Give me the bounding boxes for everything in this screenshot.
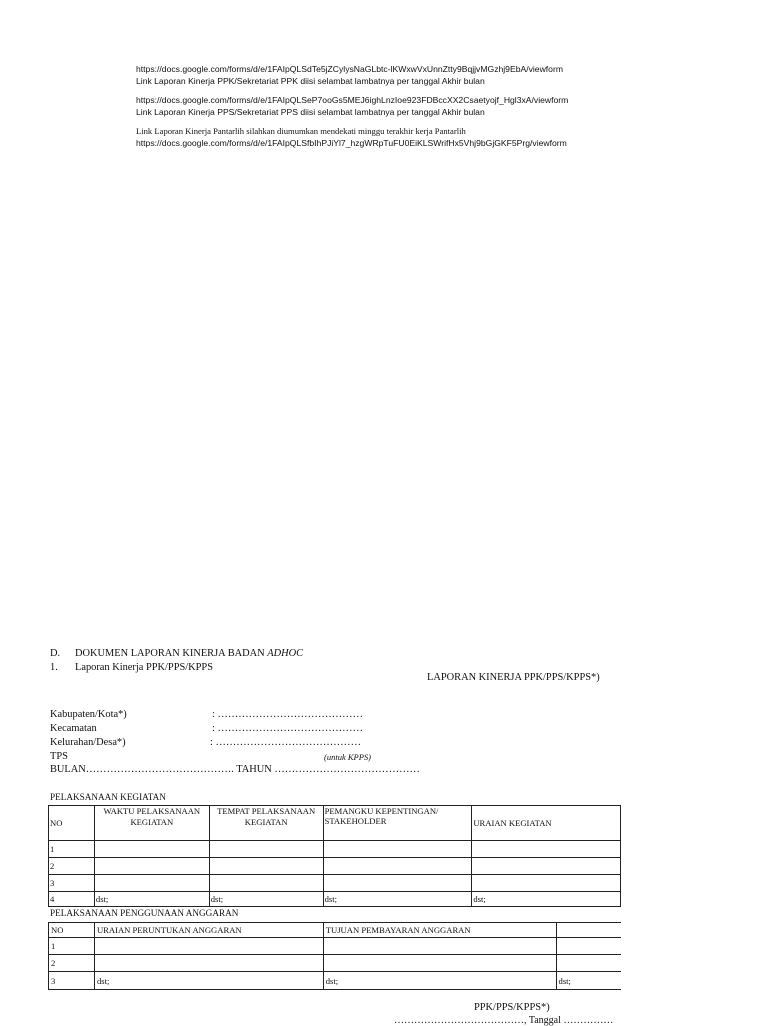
tps-label: TPS (50, 751, 68, 762)
table-cell[interactable] (209, 875, 323, 892)
budget-table (48, 922, 621, 990)
table-cell[interactable]: dst; (94, 892, 209, 907)
section-title-italic: ADHOC (267, 648, 304, 659)
signature-date-line[interactable]: …………………………………, Tanggal …………… (394, 1015, 614, 1026)
table-cell[interactable] (472, 841, 621, 858)
table-cell[interactable] (209, 841, 323, 858)
table-cell: 3 (49, 972, 95, 990)
item-number: 1. (50, 662, 58, 673)
table-row (49, 892, 621, 907)
signature-role: PPK/PPS/KPPS*) (474, 1002, 550, 1013)
table-row (49, 875, 621, 892)
table-cell[interactable] (556, 938, 621, 955)
table-header (556, 923, 621, 938)
table-cell[interactable] (94, 841, 209, 858)
table-cell[interactable]: dst; (556, 972, 621, 990)
tps-note: (untuk KPPS) (324, 752, 371, 762)
kecamatan-field[interactable]: : …………………………………… (212, 723, 363, 734)
table-header: NO (49, 806, 95, 841)
table-header: URAIAN KEGIATAN (472, 806, 621, 841)
table-cell: 4 (49, 892, 95, 907)
table-header: URAIAN PERUNTUKAN ANGGARAN (94, 923, 323, 938)
table-header: NO (49, 923, 95, 938)
table-cell[interactable] (472, 875, 621, 892)
link-note-pantarlih: Link Laporan Kinerja Pantarlih silahkan diumumkan mendekati minggu terakhir kerja Pantarlih (136, 126, 466, 136)
table-cell[interactable] (323, 858, 472, 875)
table-cell: 2 (49, 858, 95, 875)
link-note-pps: Link Laporan Kinerja PPS/Sekretariat PPS diisi selambat lambatnya per tanggal Akhir bulan (136, 106, 485, 117)
table-cell: 3 (49, 875, 95, 892)
table-cell: 2 (49, 955, 95, 972)
table-cell[interactable]: dst; (94, 972, 323, 990)
table-cell[interactable]: dst; (209, 892, 323, 907)
table-cell: 1 (49, 841, 95, 858)
report-title: LAPORAN KINERJA PPK/PPS/KPPS*) (427, 672, 600, 683)
table-header-row (49, 923, 622, 938)
table-cell[interactable] (472, 858, 621, 875)
link-url-ppk[interactable]: https://docs.google.com/forms/d/e/1FAIpQLSdTe5jZCylysNaGLbtc-lKWxwVxUnnZtty9BqjjvMGzhj9EbA/viewform (136, 64, 563, 74)
item-label: Laporan Kinerja PPK/PPS/KPPS (75, 662, 213, 673)
table-header: WAKTU PELAKSANAAN KEGIATAN (94, 806, 209, 841)
table-cell[interactable] (556, 955, 621, 972)
table-cell[interactable] (323, 955, 556, 972)
table-cell[interactable]: dst; (323, 972, 556, 990)
link-note-ppk: Link Laporan Kinerja PPK/Sekretariat PPK diisi selambat lambatnya per tanggal Akhir bulan (136, 75, 485, 86)
kecamatan-label: Kecamatan (50, 723, 97, 734)
section-letter: D. (50, 648, 61, 659)
table-cell[interactable] (323, 875, 472, 892)
table-header: TUJUAN PEMBAYARAN ANGGARAN (323, 923, 556, 938)
table-header: PEMANGKU KEPENTINGAN/ STAKEHOLDER (323, 806, 472, 841)
table-header: TEMPAT PELAKSANAAN KEGIATAN (209, 806, 323, 841)
table-cell[interactable] (94, 875, 209, 892)
kabupaten-label: Kabupaten/Kota*) (50, 709, 127, 720)
table-row (49, 841, 621, 858)
bulan-tahun-line[interactable]: BULAN……………………………………. TAHUN …………………………………… (50, 764, 420, 775)
link-url-pps[interactable]: https://docs.google.com/forms/d/e/1FAIpQLSeP7ooGs5MEJ6ighLnzIoe923FDBccXX2Csaetyojf_Hgl3xA/viewform (136, 95, 569, 105)
table-row (49, 955, 622, 972)
table-row (49, 938, 622, 955)
table-cell[interactable]: dst; (472, 892, 621, 907)
table-header-row (49, 806, 621, 841)
kelurahan-label: Kelurahan/Desa*) (50, 737, 126, 748)
activities-table (48, 805, 621, 907)
table2-title: PELAKSANAAN PENGGUNAAN ANGGARAN (50, 908, 239, 918)
table-cell[interactable] (94, 858, 209, 875)
table-row (49, 858, 621, 875)
table-cell[interactable] (323, 938, 556, 955)
table-cell[interactable] (323, 841, 472, 858)
kelurahan-field[interactable]: : …………………………………… (210, 737, 361, 748)
table-cell[interactable] (209, 858, 323, 875)
kabupaten-field[interactable]: : …………………………………… (212, 709, 363, 720)
links-block (136, 64, 568, 149)
table-cell[interactable] (94, 955, 323, 972)
link-url-pantarlih[interactable]: https://docs.google.com/forms/d/e/1FAIpQLSfbIhPJiYl7_hzgWRpTuFU0EiKLSWrifHx5Vhj9bGjGKF5Prg/viewform (136, 137, 567, 148)
table-row (49, 972, 622, 990)
table-cell: 1 (49, 938, 95, 955)
table-cell[interactable]: dst; (323, 892, 472, 907)
table1-title: PELAKSANAAN KEGIATAN (50, 792, 166, 802)
section-title (75, 648, 303, 659)
table-cell[interactable] (94, 938, 323, 955)
section-title-main: DOKUMEN LAPORAN KINERJA BADAN (75, 648, 268, 659)
